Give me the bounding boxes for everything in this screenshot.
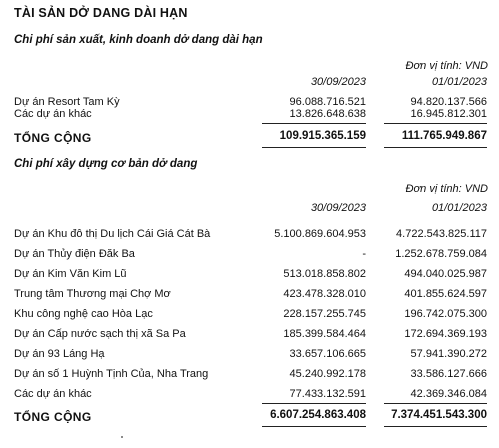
section2-row-value-col1: 45.240.992.178 [289, 368, 366, 380]
section2-row-label: Dự án 93 Láng Hạ [14, 348, 105, 360]
section2-row-label: Khu công nghệ cao Hòa Lạc [14, 308, 153, 320]
section2-row-label: Dự án Cấp nước sạch thị xã Sa Pa [14, 328, 186, 340]
section2-row-value-col1: 228.157.255.745 [283, 308, 366, 320]
section2-row-value-col1: 185.399.584.464 [283, 328, 366, 340]
section2-row-value-col2: 33.586.127.666 [410, 368, 487, 380]
section2-row-value-col2: 172.694.369.193 [404, 328, 487, 340]
section1-total-rule-col2 [384, 147, 487, 148]
section2-row-value-col1: 423.478.328.010 [283, 288, 366, 300]
section2-subtotal-rule-col1 [262, 403, 366, 404]
page-title: TÀI SẢN DỞ DANG DÀI HẠN [14, 6, 188, 20]
section2-title: Chi phí xây dựng cơ bản dở dang [14, 158, 198, 170]
section2-row-value-col2: 42.369.346.084 [410, 388, 487, 400]
section1-row-label: Các dự án khác [14, 108, 92, 120]
section1-row-value-col2: 94.820.137.566 [410, 96, 487, 108]
section2-row-value-col2: 1.252.678.759.084 [395, 248, 487, 260]
section2-row-label: Dự án Thủy điện Đăk Ba [14, 248, 135, 260]
section2-row-value-col2: 401.855.624.597 [404, 288, 487, 300]
section2-col2-header: 01/01/2023 [431, 202, 487, 214]
section2-total-rule-col1 [262, 426, 366, 427]
section1-subtotal-rule-col1 [262, 123, 366, 124]
section2-total-col1: 6.607.254.863.408 [270, 409, 366, 421]
section2-row-value-col1: 5.100.869.604.953 [274, 228, 366, 240]
section2-subtotal-rule-col2 [384, 403, 487, 404]
section1-total-rule-col1 [262, 147, 366, 148]
section1-title: Chi phí sản xuất, kinh doanh dở dang dài hạn [14, 34, 263, 46]
section1-unit: Đơn vị tính: VND [405, 60, 488, 72]
section1-col1-header: 30/09/2023 [310, 76, 366, 88]
scan-speck [121, 436, 123, 438]
section2-row-label: Dự án số 1 Huỳnh Tịnh Của, Nha Trang [14, 368, 209, 380]
section2-row-value-col2: 494.040.025.987 [404, 268, 487, 280]
section2-row-label: Trung tâm Thương mại Chợ Mơ [14, 288, 171, 300]
section2-unit: Đơn vị tính: VND [405, 183, 488, 195]
section1-row-label: Dự án Resort Tam Kỳ [14, 96, 120, 108]
section2-row-value-col1: - [362, 248, 366, 260]
section1-total-col1: 109.915.365.159 [279, 130, 366, 142]
section2-row-value-col2: 57.941.390.272 [410, 348, 487, 360]
section2-total-rule-col2 [384, 426, 487, 427]
section2-row-label: Các dự án khác [14, 388, 92, 400]
section1-subtotal-rule-col2 [384, 123, 487, 124]
section2-row-label: Dự án Kim Văn Kim Lũ [14, 268, 127, 280]
section1-total-col2: 111.765.949.867 [401, 130, 487, 142]
section2-row-value-col1: 33.657.106.665 [289, 348, 366, 360]
section2-row-label: Dự án Khu đô thị Du lịch Cái Giá Cát Bà [14, 228, 211, 240]
section2-row-value-col2: 196.742.075.300 [404, 308, 487, 320]
section2-row-value-col1: 513.018.858.802 [283, 268, 366, 280]
section2-row-value-col1: 77.433.132.591 [289, 388, 366, 400]
section2-row-value-col2: 4.722.543.825.117 [396, 228, 487, 240]
section2-total-col2: 7.374.451.543.300 [391, 409, 487, 421]
section1-row-value-col1: 96.088.716.521 [289, 96, 366, 108]
section1-row-value-col1: 13.826.648.638 [289, 108, 366, 120]
section1-row-value-col2: 16.945.812.301 [410, 108, 487, 120]
section2-total-label: TỔNG CỘNG [14, 410, 92, 424]
section1-col2-header: 01/01/2023 [431, 76, 487, 88]
section2-col1-header: 30/09/2023 [310, 202, 366, 214]
section1-total-label: TỔNG CỘNG [14, 131, 92, 145]
